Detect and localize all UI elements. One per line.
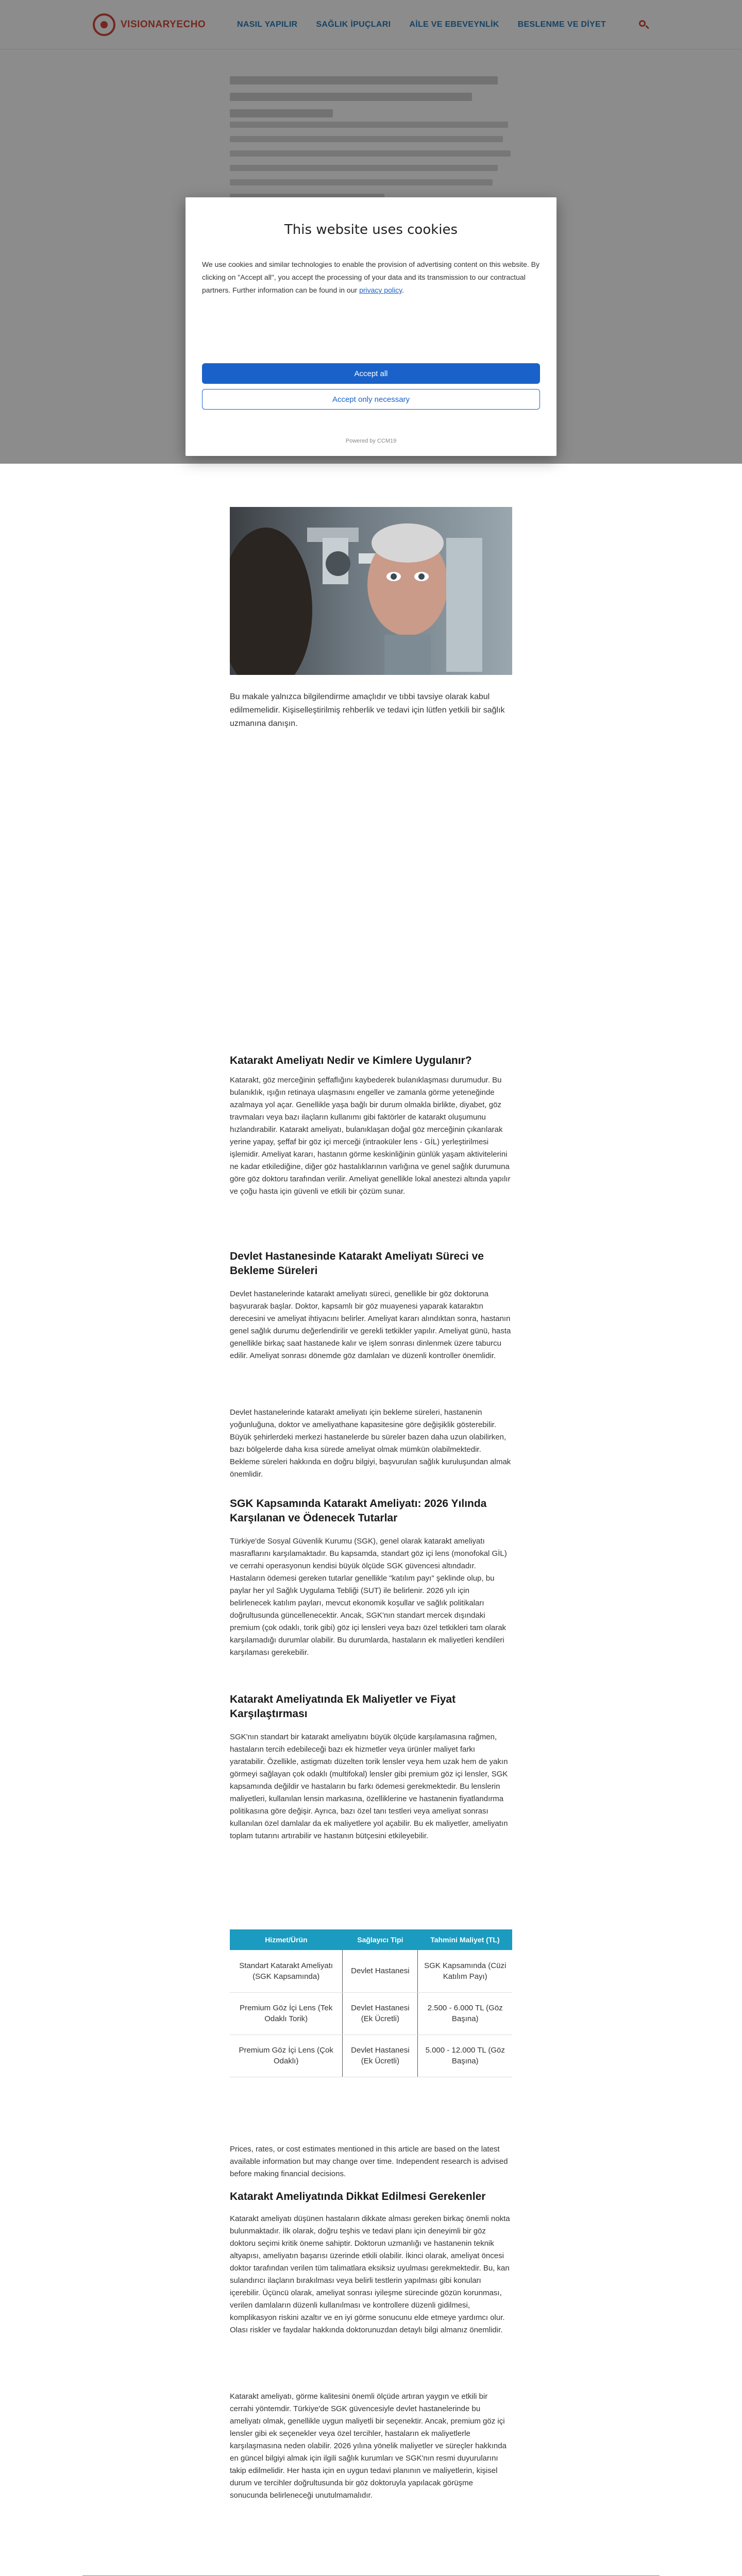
table-cell: SGK Kapsamında (Cüzi Katılım Payı) bbox=[418, 1950, 512, 1992]
eye-exam-illustration bbox=[230, 507, 512, 675]
table-cell: Standart Katarakt Ameliyatı (SGK Kapsamında) bbox=[230, 1950, 343, 1992]
section-heading-sgk: SGK Kapsamında Katarakt Ameliyatı: 2026 Yılında Karşılanan ve Ödenecek Tutarlar bbox=[230, 1498, 487, 1524]
section-paragraph: SGK'nın standart bir katarakt ameliyatını büyük ölçüde karşılamasına rağmen, hastaların tercih edebileceği bazı ek hizmetler veya ürünler maliyet farkı yaratabilir. Özellikle, astigmatı düzelten torik lensler veya hem uzak hem de yakın görmeyi sağlayan çok odaklı (multifokal) lensler gibi premium göz içi lensler, SGK kapsamında değildir ve hastaların bu farkı ödemesi gerekmektedir. Bu lenslerin maliyetleri, kullanılan lensin markasına, özelliklerine ve hastanenin fiyatlandırma politikasına göre değişir. Ayrıca, bazı özel tanı testleri veya ameliyat sonrası kullanılan özel damlalar da ek maliyetlere yol açabilir. Bu ek maliyetler, ameliyatın toplam tutarını artırabilir ve hastanın bütçesini etkileyebilir. bbox=[230, 1733, 508, 1840]
nav-item-health-tips[interactable]: SAĞLIK İPUÇLARI bbox=[316, 20, 391, 29]
price-disclaimer: Prices, rates, or cost estimates mentioned in this article are based on the latest available information but may change over time. Independent research is advised before making financial decisions. bbox=[230, 2145, 508, 2178]
table-row bbox=[230, 2035, 512, 2077]
table-header-cell: Hizmet/Ürün bbox=[230, 1929, 343, 1950]
section-paragraph: Devlet hastanelerinde katarakt ameliyatı süreci, genellikle bir göz doktoruna başvurarak başlar. Doktor, kapsamlı bir göz muayenesi yaparak kataraktın derecesini ve ameliyat ihtiyacını belirler. Ameliyat kararı alındıktan sonra, hastanın genel sağlık durumu değerlendirilir ve gerekli tetkikler yapılır. Ameliyat günü, hasta genellikle birkaç saat hastanede kalır ve işlem sonrası dinlenmek üzere taburcu edilir. Ameliyat sonrası dönemde göz damlaları ve düzenli kontroller önemlidir. bbox=[230, 1290, 511, 1360]
table-cell: Premium Göz İçi Lens (Çok Odaklı) bbox=[230, 2035, 343, 2077]
accept-necessary-button[interactable]: Accept only necessary bbox=[202, 389, 540, 410]
section-heading-what-is: Katarakt Ameliyatı Nedir ve Kimlere Uygulanır? bbox=[230, 1055, 472, 1066]
privacy-policy-link[interactable]: privacy policy bbox=[359, 286, 402, 294]
section-heading-considerations: Katarakt Ameliyatında Dikkat Edilmesi Gerekenler bbox=[230, 2191, 486, 2202]
section-paragraph: Devlet hastanelerinde katarakt ameliyatı için bekleme süreleri, hastanenin yoğunluğuna, doktor ve ameliyathane kapasitesine göre değişiklik gösterebilir. Büyük şehirlerdeki merkezi hastanelerde bu süreler bazen daha uzun olabilirken, bazı bölgelerde daha kısa sürede ameliyat olmak mümkün olabilmektedir. Bekleme süreleri hakkında en doğru bilgiyi, başvurulan sağlık kuruluşundan almak önemlidir. bbox=[230, 1408, 511, 1479]
cookie-consent-dialog bbox=[185, 197, 556, 456]
table-cell: Devlet Hastanesi bbox=[343, 1950, 418, 1992]
section-heading-state-hospital: Devlet Hastanesinde Katarakt Ameliyatı Süreci ve Bekleme Süreleri bbox=[230, 1250, 484, 1277]
logo-text: VISIONARYECHO bbox=[121, 19, 206, 30]
powered-by-label: Powered by CCM19 bbox=[345, 438, 397, 444]
table-cell: 5.000 - 12.000 TL (Göz Başına) bbox=[418, 2035, 512, 2077]
table-header-row bbox=[230, 1929, 512, 1950]
table-cell: 2.500 - 6.000 TL (Göz Başına) bbox=[418, 1992, 512, 2035]
cost-table bbox=[230, 1929, 512, 2077]
section-paragraph: Katarakt, göz merceğinin şeffaflığını kaybederek bulanıklaşması durumudur. Bu bulanıklık, ışığın retinaya ulaşmasını engeller ve zamanla görme yeteneğinde azalmaya yol açar. Genellikle yaşa bağlı bir durum olmakla birlikte, diyabet, göz travmaları veya bazı ilaçların kullanımı gibi faktörler de katarakt oluşumunu hızlandırabilir. Katarakt ameliyatı, bulanıklaşan doğal göz merceğinin çıkarılarak yerine yapay, şeffaf bir göz içi merceği (intraoküler lens - GİL) yerleştirilmesi işlemidir. Ameliyat kararı, hastanın görme keskinliğinin günlük yaşam aktivitelerini ne kadar etkilediğine, diğer göz hastalıklarının varlığına ve genel sağlık durumuna göre göz doktoru tarafından verilir. Ameliyat genellikle lokal anestezi altında yapılır ve çoğu hasta için güvenli ve etkili bir çözüm sunar. bbox=[230, 1076, 511, 1196]
medical-disclaimer: Bu makale yalnızca bilgilendirme amaçlıdır ve tıbbi tavsiye olarak kabul edilmemelidir. Kişiselleştirilmiş rehberlik ve tedavi için lütfen yetkili bir sağlık uzmanına danışın. bbox=[230, 692, 505, 728]
table-header-cell: Sağlayıcı Tipi bbox=[343, 1929, 418, 1950]
table-header-cell: Tahmini Maliyet (TL) bbox=[418, 1929, 512, 1950]
table-cell: Devlet Hastanesi (Ek Ücretli) bbox=[343, 2035, 418, 2077]
section-paragraph: Katarakt ameliyatı düşünen hastaların dikkate alması gereken birkaç önemli nokta bulunmaktadır. İlk olarak, doğru teşhis ve tedavi planı için deneyimli bir göz doktoru seçimi kritik öneme sahiptir. Doktorun uzmanlığı ve hastanenin teknik altyapısı, ameliyatın başarısı üzerinde etkili olabilir. İkinci olarak, ameliyat öncesi doktor tarafından verilen tüm talimatlara eksiksiz uyulması gerekmektedir. Bu, kan sulandırıcı ilaçların bırakılması veya belirli testlerin yapılması gibi konuları içerebilir. Üçüncü olarak, ameliyat sonrası iyileşme sürecinde gözün korunması, verilen damlaların düzenli kullanılması ve kontrollere düzenli gidilmesi, komplikasyon riskini azaltır ve en iyi görme sonucunu elde etmeye yardımcı olur. Olası riskler ve faydalar hakkında doktorunuzdan detaylı bilgi almanız önemlidir. bbox=[230, 2214, 510, 2334]
nav-item-how-to[interactable]: NASIL YAPILIR bbox=[237, 20, 298, 29]
section-paragraph: Türkiye'de Sosyal Güvenlik Kurumu (SGK), genel olarak katarakt ameliyatı masraflarını karşılamaktadır. Bu kapsamda, standart göz içi lens (monofokal GİL) ve cerrahi operasyonun kendisi büyük ölçüde SGK güvencesi altındadır. Hastaların ödemesi gereken tutarlar genellikle "katılım payı" şeklinde olup, bu paylar her yıl Sağlık Uygulama Tebliği (SUT) ile belirlenir. 2026 yılı için belirlenecek katılım payları, mevcut ekonomik koşullar ve sağlık politikaları doğrultusunda güncellenecektir. Ancak, SGK'nın standart mercek dışındaki premium (çok odaklı, torik gibi) göz içi lensleri veya bazı özel tetkikleri tam olarak karşılamadığı durumlar olabilir. Bu durumlarda, hastaların ek maliyetleri kendileri karşılaması gerekebilir. bbox=[230, 1537, 507, 1657]
nav-item-family[interactable]: AİLE VE EBEVEYNLİK bbox=[409, 20, 499, 29]
consent-body: We use cookies and similar technologies to enable the provision of advertising content on this website. By clicking on "Accept all", you accept the processing of your data and its transmission to our contractual partners. Further information can be found in our bbox=[202, 260, 539, 294]
accept-all-button[interactable]: Accept all bbox=[202, 363, 540, 384]
eye-exam-image bbox=[230, 507, 512, 675]
consent-text-end: . bbox=[402, 286, 404, 294]
table-row bbox=[230, 1992, 512, 2035]
table-cell: Premium Göz İçi Lens (Tek Odaklı Torik) bbox=[230, 1992, 343, 2035]
consent-title: This website uses cookies bbox=[284, 222, 458, 238]
nav-item-nutrition[interactable]: BESLENME VE DİYET bbox=[517, 20, 606, 29]
section-paragraph: Katarakt ameliyatı, görme kalitesini önemli ölçüde artıran yaygın ve etkili bir cerrahi yöntemdir. Türkiye'de SGK güvencesiyle devlet hastanelerinde bu ameliyatı olmak, genellikle uygun maliyetli bir seçenektir. Ancak, premium göz içi lensler gibi ek seçenekler veya özel tercihler, hastaların ek maliyetlerle karşılaşmasına neden olabilir. 2026 yılına yönelik maliyetler ve süreçler hakkında en güncel bilgiyi almak için ilgili sağlık kurumları ve SGK'nın resmi duyurularını takip edilmelidir. Her hasta için en uygun tedavi planının ve maliyetlerin, kişisel durum ve tercihler doğrultusunda bir göz doktoruyla yapılacak görüşme sonucunda belirleneceği unutulmamalıdır. bbox=[230, 2392, 507, 2500]
table-row bbox=[230, 1950, 512, 1992]
section-heading-extra-costs: Katarakt Ameliyatında Ek Maliyetler ve Fiyat Karşılaştırması bbox=[230, 1693, 456, 1720]
consent-text bbox=[202, 258, 540, 297]
table-cell: Devlet Hastanesi (Ek Ücretli) bbox=[343, 1992, 418, 2035]
